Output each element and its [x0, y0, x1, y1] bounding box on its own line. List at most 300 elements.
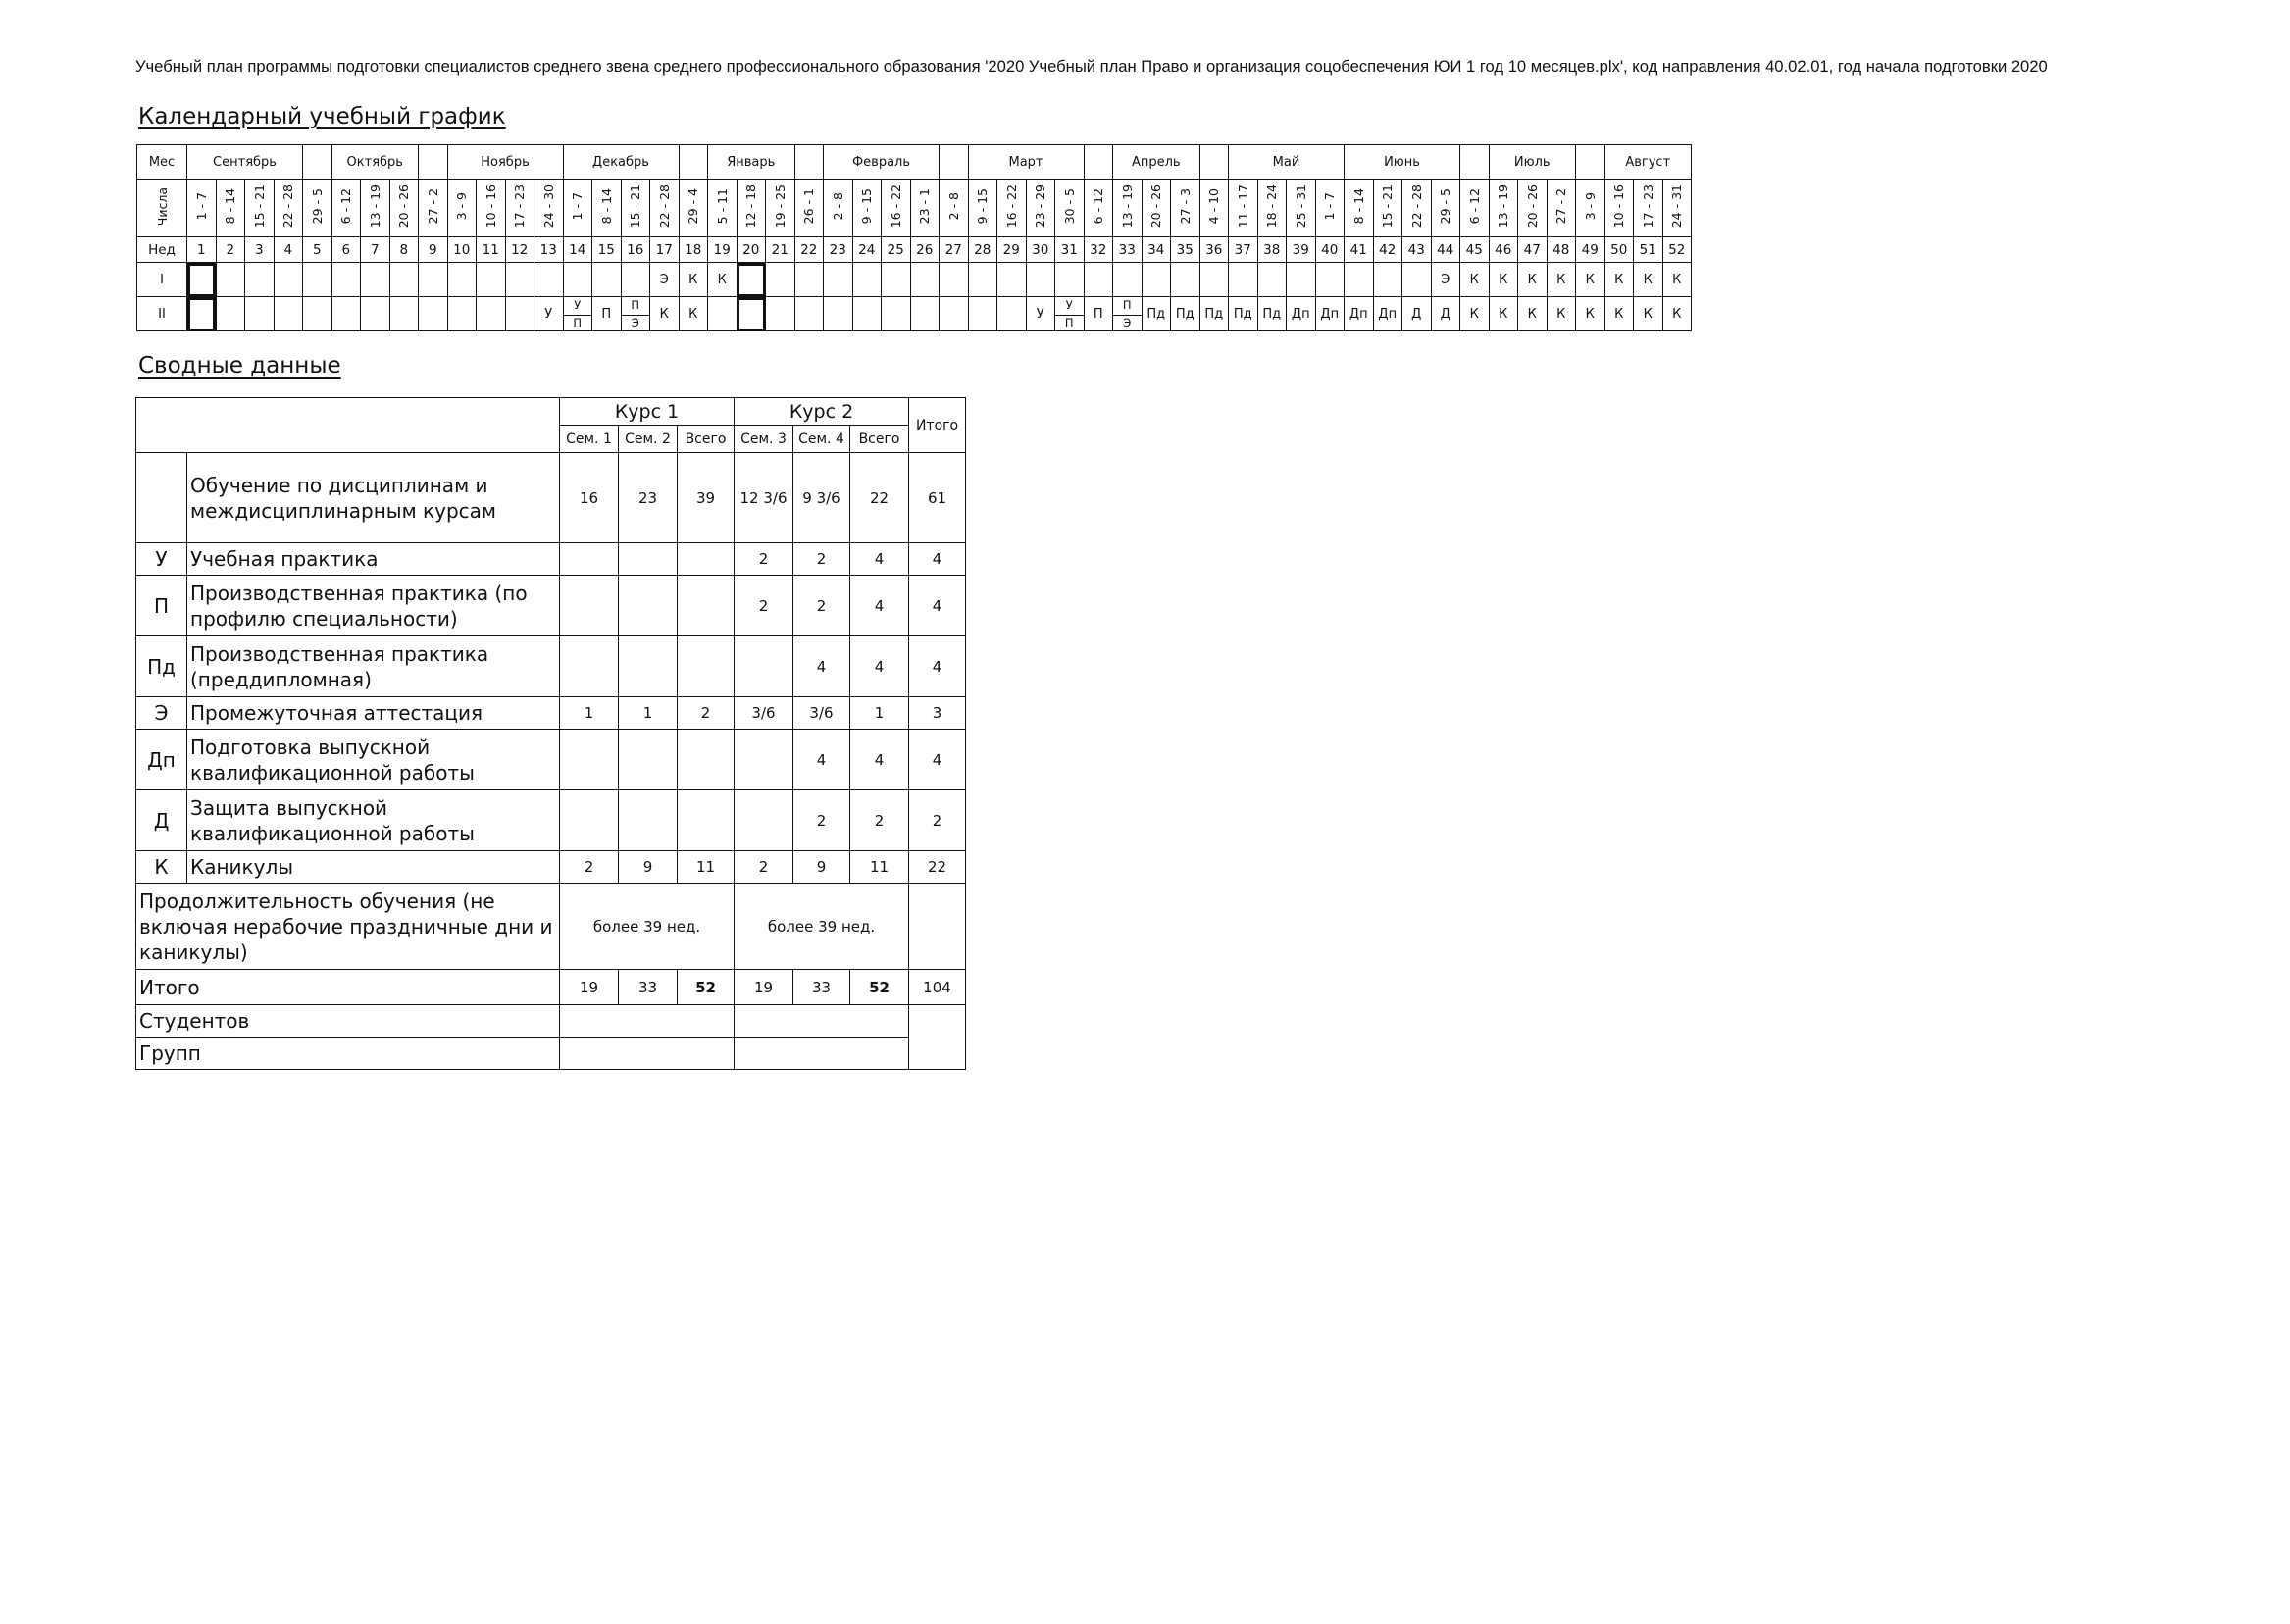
- date-range-label: 24 - 30: [540, 184, 556, 228]
- month-cell: Июль: [1489, 145, 1576, 180]
- date-range-label: 18 - 24: [1264, 184, 1280, 228]
- course-1-week-cell: К: [1489, 263, 1518, 297]
- course-1-week-cell: [1315, 263, 1345, 297]
- course-2-split-cell: [1055, 297, 1085, 331]
- date-range-label: 15 - 21: [251, 184, 267, 228]
- summary-row: [136, 543, 966, 576]
- itogo-value: 52: [678, 970, 735, 1005]
- summary-value: 16: [560, 453, 619, 543]
- activity-code: Дп: [136, 730, 187, 790]
- summary-value: [619, 543, 678, 576]
- course-2-week-cell: [274, 297, 303, 331]
- date-range-label: 23 - 1: [917, 188, 933, 225]
- summary-value: 9: [619, 851, 678, 884]
- summary-value: 3: [909, 697, 966, 730]
- kurs-1-header: Курс 1: [560, 398, 735, 426]
- date-range-label: 10 - 16: [1611, 184, 1627, 228]
- course-1-week-cell: [361, 263, 390, 297]
- split-top-mark: У: [1065, 298, 1073, 312]
- week-number-cell: 47: [1518, 237, 1548, 263]
- date-range-cell: [824, 180, 853, 237]
- week-number-cell: 13: [534, 237, 564, 263]
- date-range-label: 29 - 4: [686, 188, 701, 225]
- course-2-split-cell: [621, 297, 650, 331]
- week-number-cell: 2: [216, 237, 245, 263]
- summary-value: [735, 790, 793, 851]
- week-number-cell: 26: [910, 237, 940, 263]
- date-range-cell: [1402, 180, 1432, 237]
- course-2-week-cell: Д: [1402, 297, 1432, 331]
- week-number-cell: 4: [274, 237, 303, 263]
- week-number-cell: 9: [419, 237, 448, 263]
- course-1-week-cell: К: [1662, 263, 1692, 297]
- month-cell: [940, 145, 969, 180]
- activity-name: Защита выпускной квалификационной работы: [187, 790, 560, 851]
- week-number-cell: 25: [882, 237, 911, 263]
- month-cell: Декабрь: [563, 145, 679, 180]
- course-2-week-cell: [824, 297, 853, 331]
- activity-code: [136, 453, 187, 543]
- summary-value: 2: [735, 851, 793, 884]
- week-number-cell: 42: [1373, 237, 1402, 263]
- split-top-mark: П: [1122, 298, 1132, 312]
- course-1-week-cell: К: [1576, 263, 1605, 297]
- summary-value: 1: [619, 697, 678, 730]
- course-2-label: II: [137, 297, 187, 331]
- activity-code: Д: [136, 790, 187, 851]
- week-number-cell: 28: [968, 237, 997, 263]
- date-range-label: 29 - 5: [309, 188, 325, 225]
- summary-value: 4: [909, 730, 966, 790]
- date-range-cell: [1287, 180, 1316, 237]
- date-range-label: 11 - 17: [1235, 184, 1250, 228]
- week-number-cell: 6: [331, 237, 361, 263]
- dates-row: [137, 180, 1692, 237]
- date-range-cell: [447, 180, 477, 237]
- month-cell: [1576, 145, 1605, 180]
- course-2-week-cell: [419, 297, 448, 331]
- course-1-week-cell: К: [1518, 263, 1548, 297]
- course-1-week-cell: [794, 263, 824, 297]
- course-2-week-cell: [737, 297, 766, 331]
- date-range-cell: [592, 180, 622, 237]
- date-range-cell: [910, 180, 940, 237]
- summary-value: [678, 790, 735, 851]
- course-2-week-cell: Пд: [1171, 297, 1200, 331]
- date-range-cell: [1055, 180, 1085, 237]
- date-range-cell: [1026, 180, 1055, 237]
- date-range-label: 6 - 12: [1091, 188, 1106, 225]
- itogo-value: 33: [793, 970, 850, 1005]
- itogo-header: Итого: [909, 398, 966, 453]
- course-2-week-cell: К: [1604, 297, 1634, 331]
- summary-value: 2: [850, 790, 909, 851]
- activity-code: Э: [136, 697, 187, 730]
- summary-value: [678, 636, 735, 697]
- summary-value: 22: [909, 851, 966, 884]
- date-range-cell: [1142, 180, 1171, 237]
- students-kurs-1: [560, 1005, 735, 1038]
- date-range-cell: [766, 180, 795, 237]
- course-1-week-cell: [1402, 263, 1432, 297]
- week-number-cell: 50: [1604, 237, 1634, 263]
- week-number-cell: 41: [1345, 237, 1374, 263]
- summary-row: [136, 790, 966, 851]
- week-number-cell: 46: [1489, 237, 1518, 263]
- duration-kurs-2: более 39 нед.: [735, 884, 909, 970]
- course-2-week-cell: Дп: [1373, 297, 1402, 331]
- month-cell: Февраль: [824, 145, 940, 180]
- date-range-label: 29 - 5: [1438, 188, 1453, 225]
- course-1-week-cell: [968, 263, 997, 297]
- activity-name: Учебная практика: [187, 543, 560, 576]
- summary-value: [619, 790, 678, 851]
- course-2-week-cell: [216, 297, 245, 331]
- course-2-week-cell: Д: [1431, 297, 1460, 331]
- course-1-week-cell: [1113, 263, 1143, 297]
- week-number-cell: 44: [1431, 237, 1460, 263]
- split-bottom-mark: П: [564, 315, 592, 330]
- date-range-cell: [303, 180, 332, 237]
- date-range-label: 27 - 3: [1177, 188, 1193, 225]
- course-2-week-cell: [852, 297, 882, 331]
- course-2-row: [137, 297, 1692, 331]
- date-range-cell: [389, 180, 419, 237]
- course-1-week-cell: [447, 263, 477, 297]
- date-range-label: 1 - 7: [193, 192, 209, 221]
- week-number-cell: 3: [245, 237, 275, 263]
- month-cell: [1199, 145, 1229, 180]
- week-number-cell: 21: [766, 237, 795, 263]
- month-cell: Июнь: [1345, 145, 1460, 180]
- date-range-cell: [794, 180, 824, 237]
- week-number-cell: 31: [1055, 237, 1085, 263]
- course-1-week-cell: [187, 263, 217, 297]
- summary-value: 2: [560, 851, 619, 884]
- summary-value: 4: [850, 636, 909, 697]
- course-1-week-cell: [1257, 263, 1287, 297]
- date-range-cell: [621, 180, 650, 237]
- activity-name: Производственная практика (преддипломная): [187, 636, 560, 697]
- course-1-week-cell: [245, 263, 275, 297]
- date-range-cell: [1518, 180, 1548, 237]
- course-1-week-cell: [274, 263, 303, 297]
- date-range-label: 22 - 28: [280, 184, 296, 228]
- course-2-week-cell: [389, 297, 419, 331]
- course-2-week-cell: К: [1576, 297, 1605, 331]
- course-1-week-cell: Э: [1431, 263, 1460, 297]
- summary-value: 39: [678, 453, 735, 543]
- date-range-label: 22 - 28: [656, 184, 672, 228]
- week-number-cell: 5: [303, 237, 332, 263]
- course-2-week-cell: П: [1084, 297, 1113, 331]
- date-range-cell: [1199, 180, 1229, 237]
- date-range-cell: [1257, 180, 1287, 237]
- course-1-week-cell: [1287, 263, 1316, 297]
- course-2-week-cell: К: [1460, 297, 1490, 331]
- document-header: Учебный план программы подготовки специалистов среднего звена среднего профессионального образования '2020 Учебный план Право и организация соцобеспечения ЮИ 1 год 10 месяцев.plx', код направления 40.02.01, год начала подготовки 2020: [135, 57, 2048, 76]
- activity-name: Промежуточная аттестация: [187, 697, 560, 730]
- summary-value: 4: [850, 730, 909, 790]
- week-number-cell: 35: [1171, 237, 1200, 263]
- date-range-cell: [1460, 180, 1490, 237]
- course-2-split-cell: [563, 297, 592, 331]
- course-1-week-cell: [997, 263, 1027, 297]
- course-1-week-cell: [940, 263, 969, 297]
- summary-value: [619, 730, 678, 790]
- date-range-cell: [968, 180, 997, 237]
- date-range-cell: [1431, 180, 1460, 237]
- course-2-week-cell: Дп: [1287, 297, 1316, 331]
- week-number-cell: 37: [1229, 237, 1258, 263]
- ned-label: Нед: [137, 237, 187, 263]
- students-kurs-2: [735, 1005, 909, 1038]
- students-label: Студентов: [136, 1005, 560, 1038]
- course-2-week-cell: У: [1026, 297, 1055, 331]
- date-range-cell: [737, 180, 766, 237]
- activity-name: Обучение по дисциплинам и междисциплинарным курсам: [187, 453, 560, 543]
- summary-value: [678, 543, 735, 576]
- date-range-label: 8 - 14: [1350, 188, 1366, 225]
- date-range-cell: [245, 180, 275, 237]
- course-2-week-cell: [910, 297, 940, 331]
- date-range-label: 9 - 15: [975, 188, 991, 225]
- itogo-value: 19: [560, 970, 619, 1005]
- course-1-week-cell: [1373, 263, 1402, 297]
- month-cell: [679, 145, 708, 180]
- date-range-cell: [1547, 180, 1576, 237]
- course-2-week-cell: [708, 297, 738, 331]
- activity-code: П: [136, 576, 187, 636]
- month-cell: Март: [968, 145, 1084, 180]
- course-2-week-cell: К: [1518, 297, 1548, 331]
- date-range-label: 20 - 26: [1524, 184, 1540, 228]
- date-range-label: 15 - 21: [1380, 184, 1396, 228]
- activity-code: Пд: [136, 636, 187, 697]
- students-row: [136, 1005, 966, 1038]
- students-itogo: [909, 1005, 966, 1070]
- course-1-week-cell: [505, 263, 534, 297]
- course-1-week-cell: [477, 263, 506, 297]
- date-range-label: 13 - 19: [367, 184, 382, 228]
- course-2-week-cell: Пд: [1142, 297, 1171, 331]
- weeks-row: [137, 237, 1692, 263]
- itogo-row: [136, 970, 966, 1005]
- week-number-cell: 48: [1547, 237, 1576, 263]
- date-range-label: 24 - 31: [1669, 184, 1685, 228]
- date-range-label: 12 - 18: [743, 184, 759, 228]
- summary-value: [678, 576, 735, 636]
- course-1-week-cell: [910, 263, 940, 297]
- summary-value: 2: [793, 543, 850, 576]
- week-number-cell: 38: [1257, 237, 1287, 263]
- month-cell: [794, 145, 824, 180]
- date-range-label: 16 - 22: [1003, 184, 1019, 228]
- summary-value: [619, 576, 678, 636]
- summary-row: [136, 453, 966, 543]
- date-range-cell: [650, 180, 680, 237]
- date-range-label: 20 - 26: [1148, 184, 1164, 228]
- course-1-week-cell: К: [708, 263, 738, 297]
- month-cell: Апрель: [1113, 145, 1200, 180]
- course-2-week-cell: Дп: [1345, 297, 1374, 331]
- summary-value: [560, 636, 619, 697]
- month-cell: [1084, 145, 1113, 180]
- date-range-cell: [419, 180, 448, 237]
- course-2-week-cell: К: [650, 297, 680, 331]
- summary-title: Сводные данные: [138, 353, 341, 379]
- calendar-title: Календарный учебный график: [138, 104, 506, 129]
- month-cell: Май: [1229, 145, 1345, 180]
- date-range-cell: [1634, 180, 1663, 237]
- course-1-week-cell: [1084, 263, 1113, 297]
- week-number-cell: 20: [737, 237, 766, 263]
- summary-value: [735, 730, 793, 790]
- week-number-cell: 49: [1576, 237, 1605, 263]
- month-cell: [303, 145, 332, 180]
- course-1-week-cell: [824, 263, 853, 297]
- date-range-label: 19 - 25: [772, 184, 788, 228]
- course-2-week-cell: Пд: [1257, 297, 1287, 331]
- course-1-week-cell: [1199, 263, 1229, 297]
- summary-value: 1: [560, 697, 619, 730]
- date-range-label: 23 - 29: [1033, 184, 1048, 228]
- course-1-week-cell: [534, 263, 564, 297]
- summary-value: [735, 636, 793, 697]
- month-cell: Сентябрь: [187, 145, 303, 180]
- course-2-week-cell: [187, 297, 217, 331]
- summary-value: 11: [678, 851, 735, 884]
- date-range-cell: [1113, 180, 1143, 237]
- week-number-cell: 12: [505, 237, 534, 263]
- date-range-cell: [331, 180, 361, 237]
- summary-value: [560, 576, 619, 636]
- itogo-value: 52: [850, 970, 909, 1005]
- date-range-label: 27 - 2: [425, 188, 440, 225]
- date-range-label: 3 - 9: [1582, 192, 1598, 221]
- week-number-cell: 34: [1142, 237, 1171, 263]
- date-range-cell: [534, 180, 564, 237]
- week-number-cell: 40: [1315, 237, 1345, 263]
- month-row: [137, 145, 1692, 180]
- month-cell: Ноябрь: [447, 145, 563, 180]
- date-range-label: 6 - 12: [1466, 188, 1482, 225]
- date-range-cell: [882, 180, 911, 237]
- split-bottom-mark: П: [1055, 315, 1084, 330]
- date-range-cell: [1489, 180, 1518, 237]
- summary-value: 2: [735, 576, 793, 636]
- course-2-week-cell: [968, 297, 997, 331]
- course-2-week-cell: К: [679, 297, 708, 331]
- course-1-week-cell: [1055, 263, 1085, 297]
- course-2-week-cell: [766, 297, 795, 331]
- course-1-week-cell: [1171, 263, 1200, 297]
- date-range-cell: [563, 180, 592, 237]
- itogo-value: 19: [735, 970, 793, 1005]
- date-range-label: 27 - 2: [1553, 188, 1569, 225]
- summary-value: 2: [793, 790, 850, 851]
- date-range-cell: [940, 180, 969, 237]
- summary-value: 2: [909, 790, 966, 851]
- activity-code: К: [136, 851, 187, 884]
- itogo-value: 33: [619, 970, 678, 1005]
- week-number-cell: 7: [361, 237, 390, 263]
- date-range-cell: [1229, 180, 1258, 237]
- summary-row: [136, 636, 966, 697]
- groups-kurs-2: [735, 1038, 909, 1070]
- course-2-week-cell: К: [1489, 297, 1518, 331]
- date-range-label: 17 - 23: [1640, 184, 1655, 228]
- summary-value: 61: [909, 453, 966, 543]
- groups-row: [136, 1038, 966, 1070]
- week-number-cell: 39: [1287, 237, 1316, 263]
- date-range-cell: [1315, 180, 1345, 237]
- week-number-cell: 19: [708, 237, 738, 263]
- course-1-week-cell: [1229, 263, 1258, 297]
- summary-value: 4: [850, 576, 909, 636]
- week-number-cell: 14: [563, 237, 592, 263]
- week-number-cell: 11: [477, 237, 506, 263]
- course-1-week-cell: [737, 263, 766, 297]
- week-number-cell: 1: [187, 237, 217, 263]
- week-number-cell: 36: [1199, 237, 1229, 263]
- summary-value: 4: [793, 730, 850, 790]
- calendar-grid: [136, 144, 1692, 331]
- vsego-2-header: Всего: [850, 426, 909, 453]
- vsego-1-header: Всего: [678, 426, 735, 453]
- course-1-week-cell: [882, 263, 911, 297]
- split-bottom-mark: Э: [622, 315, 650, 330]
- week-number-cell: 22: [794, 237, 824, 263]
- date-range-label: 6 - 12: [338, 188, 354, 225]
- course-2-week-cell: [882, 297, 911, 331]
- course-2-week-cell: [505, 297, 534, 331]
- week-number-cell: 8: [389, 237, 419, 263]
- course-1-week-cell: [621, 263, 650, 297]
- date-range-cell: [274, 180, 303, 237]
- date-range-label: 13 - 19: [1119, 184, 1135, 228]
- date-range-cell: [477, 180, 506, 237]
- summary-value: 2: [735, 543, 793, 576]
- course-2-week-cell: [940, 297, 969, 331]
- date-range-cell: [1345, 180, 1374, 237]
- course-1-week-cell: Э: [650, 263, 680, 297]
- week-number-cell: 17: [650, 237, 680, 263]
- course-1-week-cell: [563, 263, 592, 297]
- summary-value: 9 3/6: [793, 453, 850, 543]
- date-range-cell: [1373, 180, 1402, 237]
- course-2-week-cell: [997, 297, 1027, 331]
- summary-value: 4: [909, 636, 966, 697]
- week-number-cell: 32: [1084, 237, 1113, 263]
- course-1-week-cell: [1345, 263, 1374, 297]
- course-2-week-cell: К: [1547, 297, 1576, 331]
- course-1-week-cell: К: [1604, 263, 1634, 297]
- summary-value: 11: [850, 851, 909, 884]
- summary-value: [560, 790, 619, 851]
- week-number-cell: 52: [1662, 237, 1692, 263]
- course-1-label: I: [137, 263, 187, 297]
- date-range-label: 8 - 14: [223, 188, 238, 225]
- summary-value: 23: [619, 453, 678, 543]
- course-1-week-cell: [419, 263, 448, 297]
- date-range-cell: [1084, 180, 1113, 237]
- date-range-label: 10 - 16: [483, 184, 498, 228]
- itogo-label: Итого: [136, 970, 560, 1005]
- course-1-row: [137, 263, 1692, 297]
- month-cell: Октябрь: [331, 145, 419, 180]
- summary-row: [136, 851, 966, 884]
